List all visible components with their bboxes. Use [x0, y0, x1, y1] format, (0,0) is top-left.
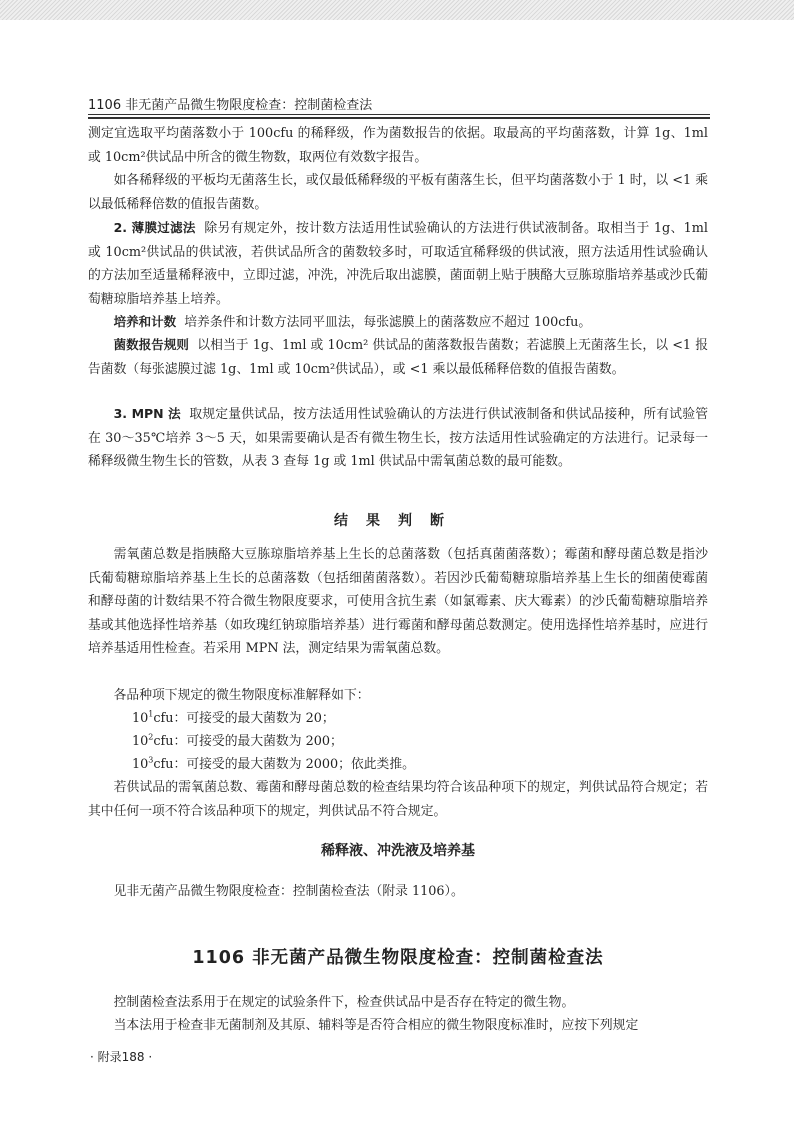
page-number: · 附录188 ·	[90, 1050, 153, 1064]
paragraph-see-appendix: 见非无菌产品微生物限度检查：控制菌检查法（附录 1106）。	[113, 884, 464, 899]
limit-item-3: $10^3cfu$：可接受的最大菌数为 2000；依此类推。	[132, 755, 415, 772]
paragraph-limits-intro: 各品种项下规定的微生物限度标准解释如下：	[113, 688, 370, 703]
paragraph-intro: 控制菌检查法系用于在规定的试验条件下，检查供试品中是否存在特定的微生物。	[113, 995, 575, 1010]
label-report-rules: 菌数报告规则	[113, 337, 189, 352]
limit-item-1: $10^1cfu$：可接受的最大菌数为 20；	[132, 709, 335, 726]
label-membrane-filtration: 2. 薄膜过滤法	[113, 220, 196, 235]
heading-media: 稀释液、冲洗液及培养基	[321, 843, 475, 859]
text-culture-count: 培养条件和计数方法同平皿法，每张滤膜上的菌落数应不超过 100cfu。	[184, 315, 592, 330]
paragraph-membrane	[88, 216, 708, 311]
paragraph-usage: 当本法用于检查非无菌制剂及其原、辅料等是否符合相应的微生物限度标准时，应按下列规定	[113, 1018, 639, 1033]
paragraph-judgement: 若供试品的需氧菌总数、霉菌和酵母菌总数的检查结果均符合该品种项下的规定，判供试品符合规定；若其中任何一项不符合该品种项下的规定，判供试品不符合规定。	[88, 780, 708, 819]
scan-edge	[0, 0, 794, 20]
section-title: 1106 非无菌产品微生物限度检查：控制菌检查法	[192, 948, 604, 968]
text-report-rules: 以相当于 1g、1ml 或 10cm² 供试品的菌落数报告菌数；若滤膜上无菌落生长，以 <1 报告菌数（每张滤膜过滤 1g、1ml 或 10cm²供试品），或 <1 乘以最低稀释倍数的值报告菌数。	[88, 338, 708, 377]
paragraph-mpn	[88, 402, 708, 474]
header-rule-thick	[88, 117, 710, 119]
paragraph-report-rules	[88, 333, 708, 381]
paragraph-2: 如各稀释级的平板均无菌落生长，或仅最低稀释级的平板有菌落生长，但平均菌落数小于 1 时，以 <1 乘以最低稀释倍数的值报告菌数。	[88, 173, 708, 212]
header-rule	[88, 114, 710, 115]
limit-item-2: $10^2cfu$：可接受的最大菌数为 200；	[132, 732, 343, 749]
running-header: 1106 非无菌产品微生物限度检查：控制菌检查法	[88, 98, 373, 113]
text-membrane-filtration: 除另有规定外，按计数方法适用性试验确认的方法进行供试液制备。取相当于 1g、1ml 或 10cm²供试品的供试液，若供试品所含的菌数较多时，可取适宜稀释级的供试液，照方法适用性试验确认的方法加至适量稀释液中，立即过滤，冲洗，冲洗后取出滤膜，菌面朝上贴于胰酪大豆胨琼脂培养基或沙氏葡萄糖琼脂培养基上培养。	[88, 221, 708, 307]
label-mpn: 3. MPN 法	[113, 406, 181, 421]
paragraph-results: 需氧菌总数是指胰酪大豆胨琼脂培养基上生长的总菌落数（包括真菌菌落数）；霉菌和酵母菌总数是指沙氏葡萄糖琼脂培养基上生长的总菌落数（包括细菌菌落数）。若因沙氏葡萄糖琼脂培养基上生长的细菌使霉菌和酵母菌的计数结果不符合微生物限度要求，可使用含抗生素（如氯霉素、庆大霉素）的沙氏葡萄糖琼脂培养基或其他选择性培养基（如玫瑰红钠琼脂培养基）进行霉菌和酵母菌总数测定。使用选择性培养基时，应进行培养基适用性检查。若采用 MPN 法，测定结果为需氧菌总数。	[88, 547, 708, 656]
paragraph-1: 测定宜选取平均菌落数小于 100cfu 的稀释级，作为菌数报告的依据。取最高的平均菌落数，计算 1g、1ml 或 10cm²供试品中所含的微生物数，取两位有效数字报告。	[88, 126, 708, 165]
text-mpn: 取规定量供试品，按方法适用性试验确认的方法进行供试液制备和供试品接种，所有试验管在 30～35℃培养 3～5 天，如果需要确认是否有微生物生长，按方法适用性试验确定的方法进行。记录每一稀释级微生物生长的管数，从表 3 查每 1g 或 1ml 供试品中需氧菌总数的最可能数。	[88, 407, 709, 469]
paragraph-culture	[88, 310, 708, 335]
heading-results: 结果判断	[334, 513, 462, 529]
label-culture-count: 培养和计数	[113, 314, 177, 329]
